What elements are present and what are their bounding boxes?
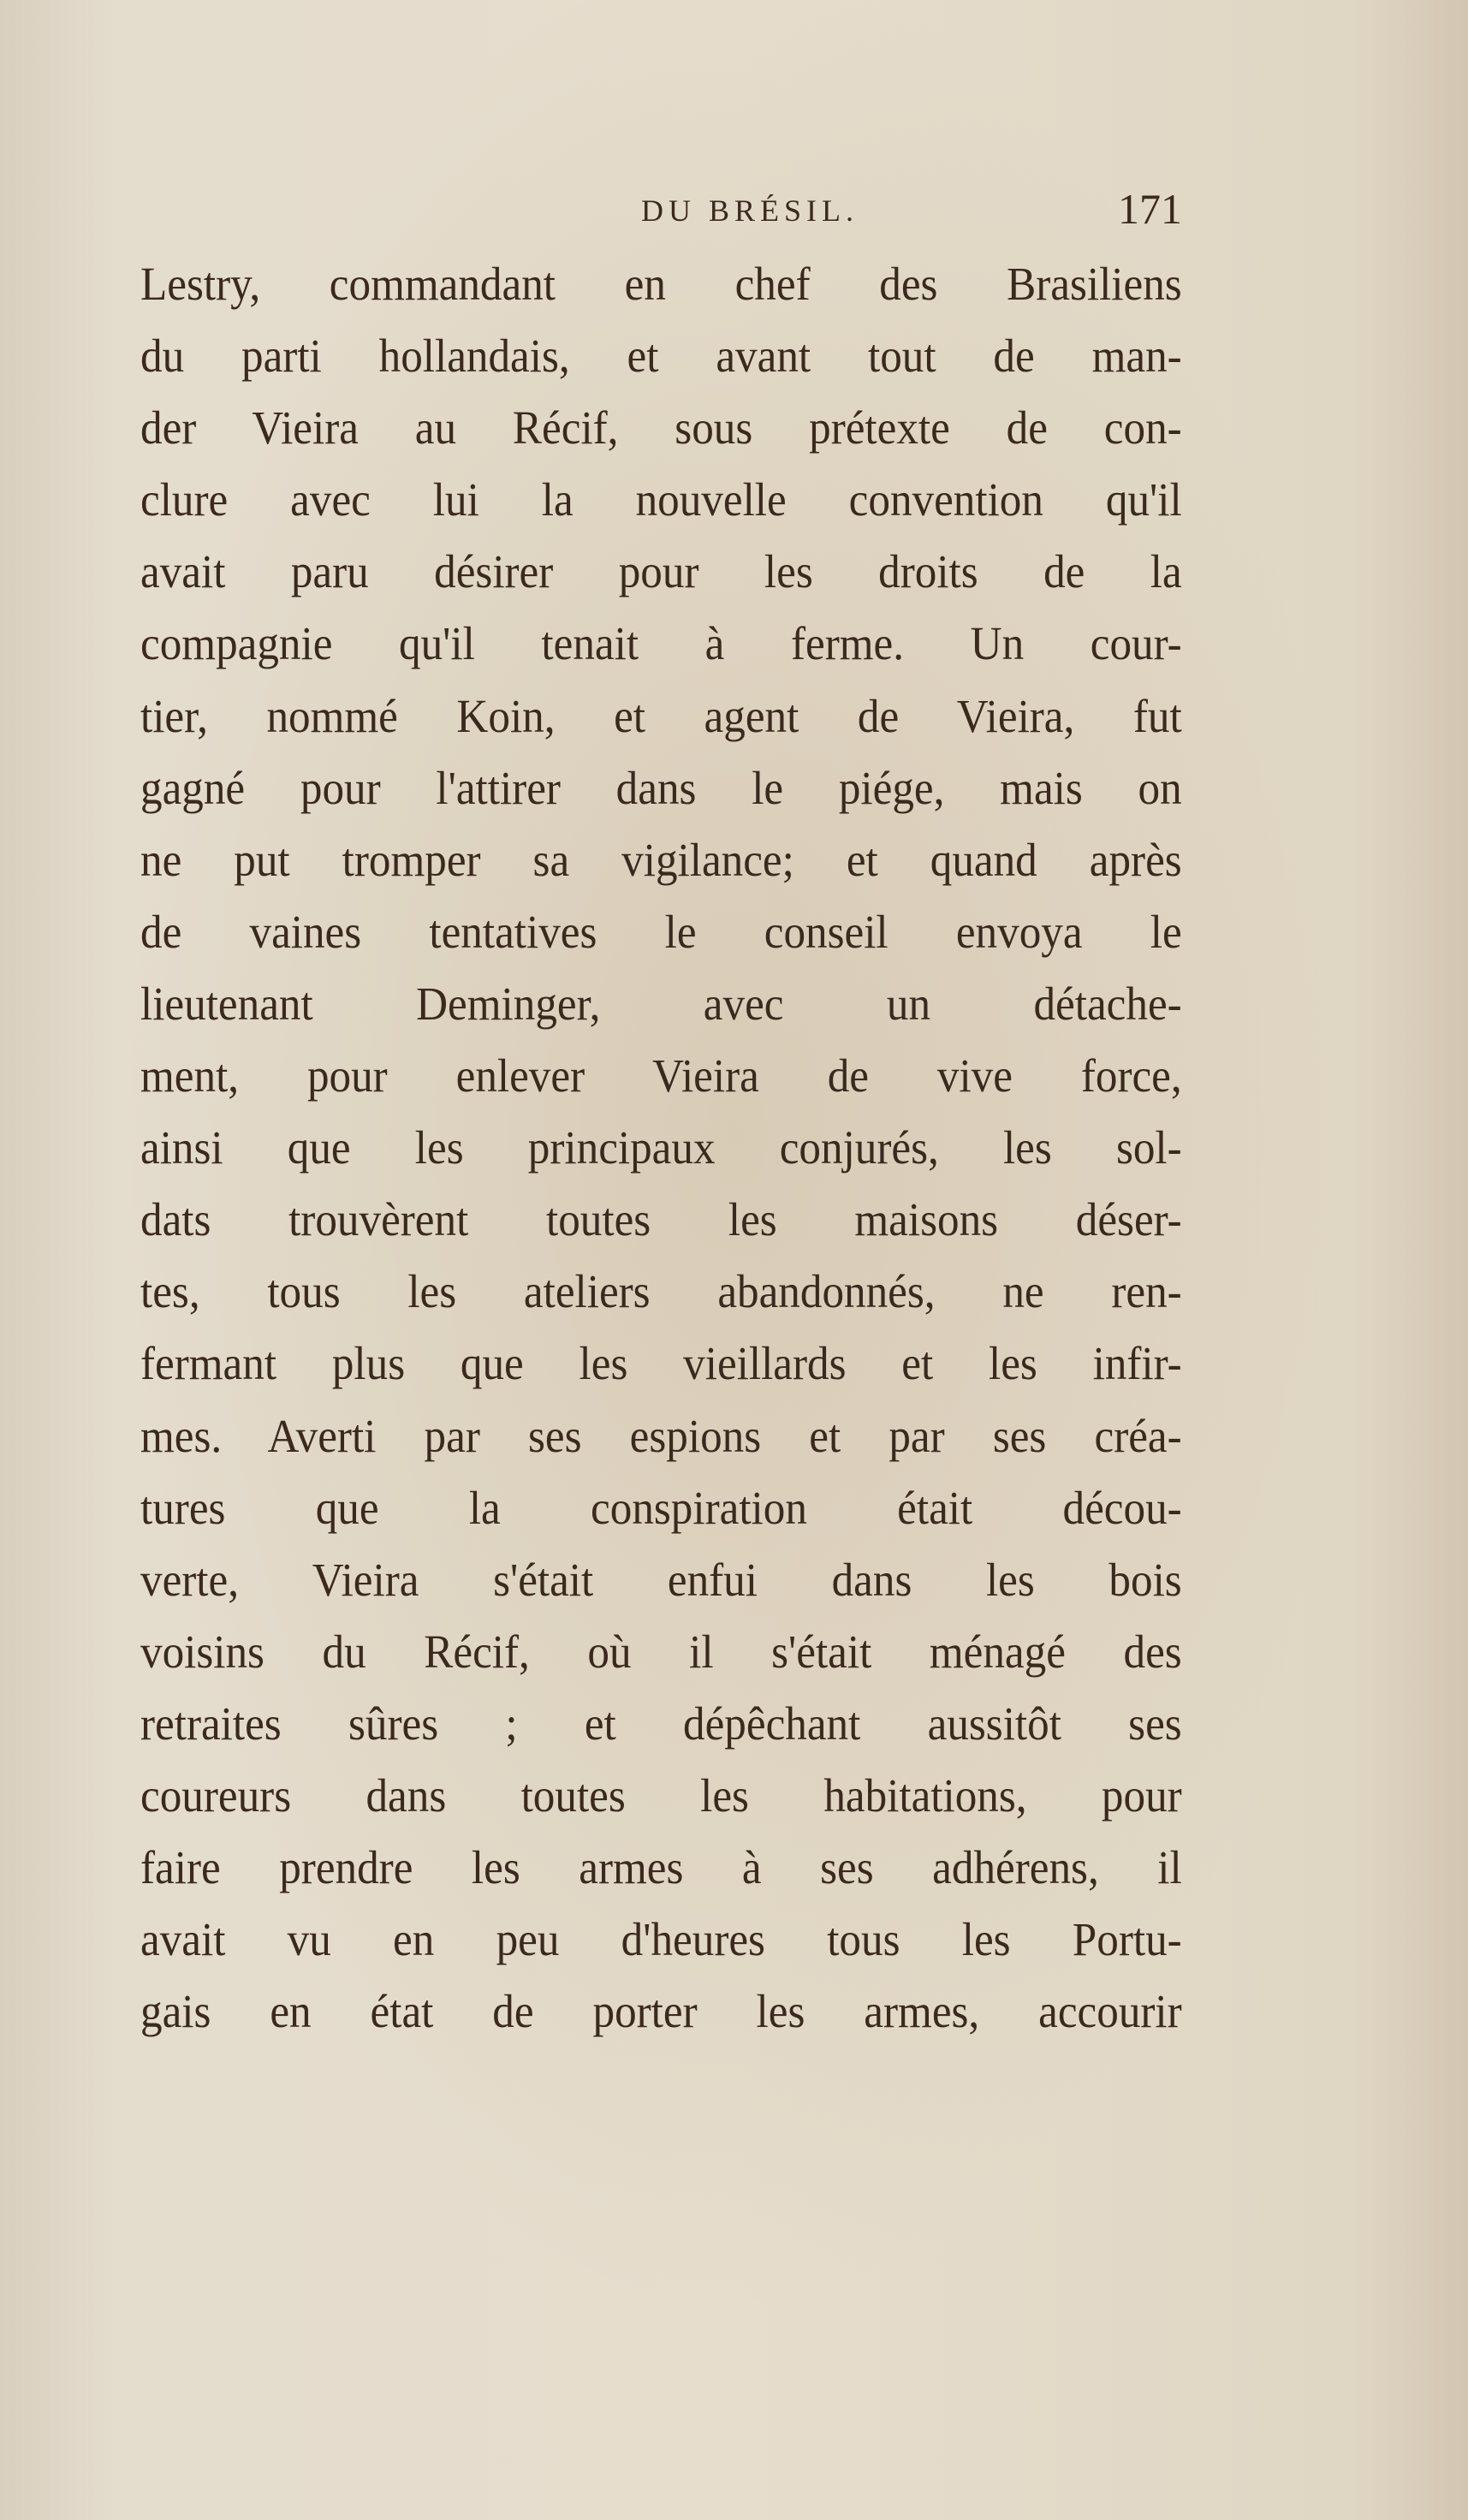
text-line: fermant plus que les vieillards et les infir- — [140, 1337, 1182, 1390]
text-line: Lestry, commandant en chef des Brasiliens — [140, 258, 1182, 310]
text-line: clure avec lui la nouvelle convention qu'il — [140, 473, 1182, 526]
text-line: tier, nommé Koin, et agent de Vieira, fut — [140, 689, 1182, 742]
text-line: avait vu en peu d'heures tous les Portu- — [140, 1913, 1182, 1966]
text-line: retraites sûres ; et dépêchant aussitôt ses — [140, 1697, 1182, 1750]
text-line: lieutenant Deminger, avec un détache- — [140, 977, 1182, 1030]
text-line: tes, tous les ateliers abandonnés, ne ren- — [140, 1265, 1182, 1318]
page-number: 171 — [1118, 185, 1182, 233]
text-line: faire prendre les armes à ses adhérens, il — [140, 1841, 1182, 1894]
text-line: avait paru désirer pour les droits de la — [140, 545, 1182, 598]
text-line: coureurs dans toutes les habitations, pour — [140, 1768, 1182, 1822]
text-line: der Vieira au Récif, sous prétexte de con- — [140, 401, 1182, 455]
text-line: ment, pour enlever Vieira de vive force, — [140, 1049, 1182, 1102]
body-text — [140, 248, 1182, 2048]
text-line: dats trouvèrent toutes les maisons déser- — [140, 1193, 1182, 1246]
text-line: verte, Vieira s'était enfui dans les bois — [140, 1553, 1182, 1606]
running-title: DU BRÉSIL. — [641, 193, 859, 228]
text-line: mes. Averti par ses espions et par ses créa- — [140, 1409, 1182, 1462]
text-line: du parti hollandais, et avant tout de man- — [140, 330, 1182, 383]
text-line: gagné pour l'attirer dans le piége, mais on — [140, 761, 1182, 814]
text-line: de vaines tentatives le conseil envoya le — [140, 905, 1182, 958]
text-line: ainsi que les principaux conjurés, les sol- — [140, 1121, 1182, 1174]
text-line: gais en état de porter les armes, accourir — [140, 1985, 1182, 2038]
text-line: voisins du Récif, où il s'était ménagé des — [140, 1625, 1182, 1678]
text-line: ne put tromper sa vigilance; et quand après — [140, 833, 1182, 886]
text-line: compagnie qu'il tenait à ferme. Un cour- — [140, 617, 1182, 670]
page-header — [140, 184, 1182, 235]
text-line: tures que la conspiration était décou- — [140, 1481, 1182, 1534]
